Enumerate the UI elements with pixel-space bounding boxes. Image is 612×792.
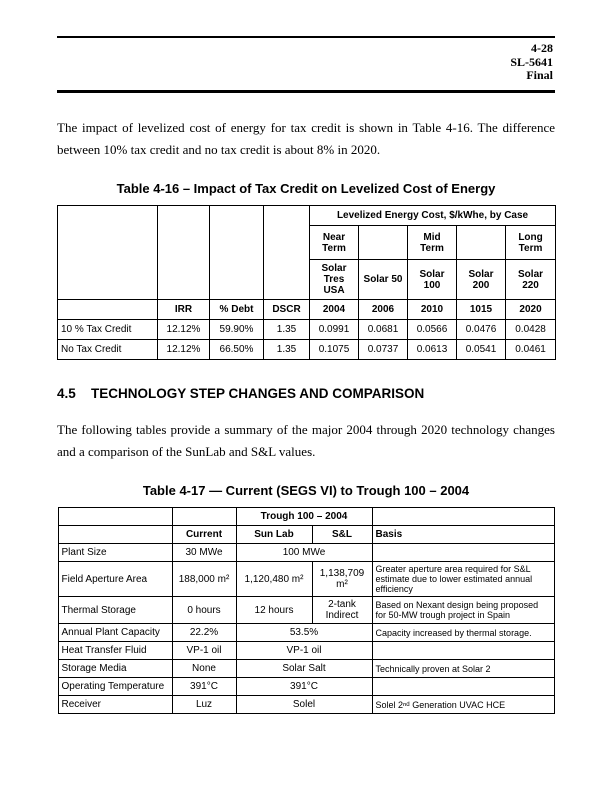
t416-levelized-cost-header: Levelized Energy Cost, $/kWhe, by Case	[310, 206, 556, 226]
t417-row-field-aperture	[58, 562, 554, 597]
t417-row-receiver	[58, 696, 554, 714]
t417-group-header: Trough 100 – 2004	[236, 508, 372, 526]
section-paragraph: The following tables provide a summary of the major 2004 through 2020 technology changes and a comparison of the SunLab and S&L values.	[57, 422, 555, 459]
t416-col-header: 2004	[310, 300, 359, 320]
t416-data-row	[58, 340, 556, 360]
t416-case-header: Solar Tres USA	[310, 260, 359, 300]
empty-cell	[58, 206, 158, 300]
t417-row-plant-size	[58, 544, 554, 562]
t416-near-term-header: Near Term	[310, 226, 359, 260]
doc-status: Final	[526, 68, 553, 82]
t417-cell-span: Solel	[236, 696, 372, 714]
t417-row-thermal-storage	[58, 597, 554, 624]
t416-case-header: Solar 100	[408, 260, 457, 300]
t416-data-row	[58, 320, 556, 340]
t416-cell: 0.0428	[506, 320, 556, 340]
t417-row-label: Operating Temperature	[58, 678, 172, 696]
t417-cell-current: VP-1 oil	[172, 642, 236, 660]
t416-col-header: 1015	[457, 300, 506, 320]
section-title: TECHNOLOGY STEP CHANGES AND COMPARISON	[91, 386, 425, 401]
t416-cell: 0.0541	[457, 340, 506, 360]
t417-cell-basis: Greater aperture area required for S&L estimate due to lower estimated annual efficiency	[372, 562, 554, 597]
t416-case-header: Solar 220	[506, 260, 556, 300]
t417-row-label: Thermal Storage	[58, 597, 172, 624]
t416-row-label: 10 % Tax Credit	[58, 320, 158, 340]
t416-case-header: Solar 200	[457, 260, 506, 300]
t417-header-row-2	[58, 526, 554, 544]
t417-row-label: Heat Transfer Fluid	[58, 642, 172, 660]
empty-cell	[264, 206, 310, 300]
empty-cell	[58, 526, 172, 544]
t417-cell-current: 188,000 m²	[172, 562, 236, 597]
t416-cell: 1.35	[264, 320, 310, 340]
t417-cell-basis: Solel 2ⁿᵈ Generation UVAC HCE	[372, 696, 554, 714]
table-4-16	[57, 205, 556, 360]
t416-cell: 0.0681	[359, 320, 408, 340]
t416-cell: 66.50%	[210, 340, 264, 360]
t416-cell: 1.35	[264, 340, 310, 360]
empty-cell	[58, 300, 158, 320]
t417-col-header-current: Current	[172, 526, 236, 544]
t416-long-term-header: Long Term	[506, 226, 556, 260]
t416-col-header: DSCR	[264, 300, 310, 320]
t417-col-header-sunlab: Sun Lab	[236, 526, 312, 544]
t416-cell: 0.0991	[310, 320, 359, 340]
t417-row-storage-media	[58, 660, 554, 678]
t417-cell-current: None	[172, 660, 236, 678]
t416-mid-term-header: Mid Term	[408, 226, 457, 260]
t416-header-row-4	[58, 300, 556, 320]
t417-row-operating-temperature	[58, 678, 554, 696]
header-bottom-rule	[57, 90, 555, 94]
t416-col-header: 2010	[408, 300, 457, 320]
t416-cell: 0.0461	[506, 340, 556, 360]
t416-cell: 12.12%	[158, 320, 210, 340]
t417-col-header-basis: Basis	[372, 526, 554, 544]
t416-cell: 0.0613	[408, 340, 457, 360]
t417-cell-sl: 1,138,709 m²	[312, 562, 372, 597]
section-number: 4.5	[57, 386, 76, 401]
t416-cell: 12.12%	[158, 340, 210, 360]
t417-header-row-1	[58, 508, 554, 526]
t416-cell: 0.1075	[310, 340, 359, 360]
t417-cell-span: 53.5%	[236, 624, 372, 642]
t417-cell-basis	[372, 678, 554, 696]
t416-cell: 0.0476	[457, 320, 506, 340]
t417-cell-basis: Capacity increased by thermal storage.	[372, 624, 554, 642]
t416-col-header: 2006	[359, 300, 408, 320]
t417-cell-sunlab: 1,120,480 m²	[236, 562, 312, 597]
t417-cell-basis: Technically proven at Solar 2	[372, 660, 554, 678]
t416-cell: 59.90%	[210, 320, 264, 340]
doc-number: SL-5641	[510, 54, 553, 69]
t417-cell-basis	[372, 642, 554, 660]
empty-cell	[172, 508, 236, 526]
t416-col-header: % Debt	[210, 300, 264, 320]
table-4-17	[58, 507, 555, 714]
t416-cell: 0.0737	[359, 340, 408, 360]
t417-cell-current: 30 MWe	[172, 544, 236, 562]
t417-row-annual-capacity	[58, 624, 554, 642]
t417-cell-span: Solar Salt	[236, 660, 372, 678]
t417-cell-basis: Based on Nexant design being proposed for 50-MW trough project in Spain	[372, 597, 554, 624]
t416-col-header: 2020	[506, 300, 556, 320]
empty-cell	[158, 206, 210, 300]
t416-row-label: No Tax Credit	[58, 340, 158, 360]
t417-cell-basis	[372, 544, 554, 562]
t417-row-label: Annual Plant Capacity	[58, 624, 172, 642]
t417-cell-current: 391°C	[172, 678, 236, 696]
page-header	[57, 38, 555, 90]
empty-cell	[359, 226, 408, 260]
empty-cell	[210, 206, 264, 300]
t417-cell-current: Luz	[172, 696, 236, 714]
t417-row-label: Receiver	[58, 696, 172, 714]
t417-cell-current: 22.2%	[172, 624, 236, 642]
page-number: 4-28	[531, 41, 553, 55]
table-4-16-title: Table 4-16 – Impact of Tax Credit on Levelized Cost of Energy	[116, 181, 496, 196]
empty-cell	[457, 226, 506, 260]
t417-row-label: Storage Media	[58, 660, 172, 678]
t417-cell-sunlab: 12 hours	[236, 597, 312, 624]
t417-cell-span: VP-1 oil	[236, 642, 372, 660]
t417-cell-span: 391°C	[236, 678, 372, 696]
t417-row-heat-transfer-fluid	[58, 642, 554, 660]
section-heading	[57, 386, 555, 401]
t417-cell-sl: 2-tank Indirect	[312, 597, 372, 624]
intro-paragraph: The impact of levelized cost of energy for tax credit is shown in Table 4-16. The difference between 10% tax credit and no tax credit is about 8% in 2020.	[57, 120, 555, 157]
t416-case-header: Solar 50	[359, 260, 408, 300]
t417-row-label: Plant Size	[58, 544, 172, 562]
empty-cell	[58, 508, 172, 526]
t416-cell: 0.0566	[408, 320, 457, 340]
empty-cell	[372, 508, 554, 526]
t417-col-header-sl: S&L	[312, 526, 372, 544]
t416-header-row-1	[58, 206, 556, 226]
t417-cell-current: 0 hours	[172, 597, 236, 624]
table-4-17-title: Table 4-17 — Current (SEGS VI) to Trough 100 – 2004	[142, 483, 470, 498]
t416-col-header: IRR	[158, 300, 210, 320]
t417-cell-span: 100 MWe	[236, 544, 372, 562]
t417-row-label: Field Aperture Area	[58, 562, 172, 597]
